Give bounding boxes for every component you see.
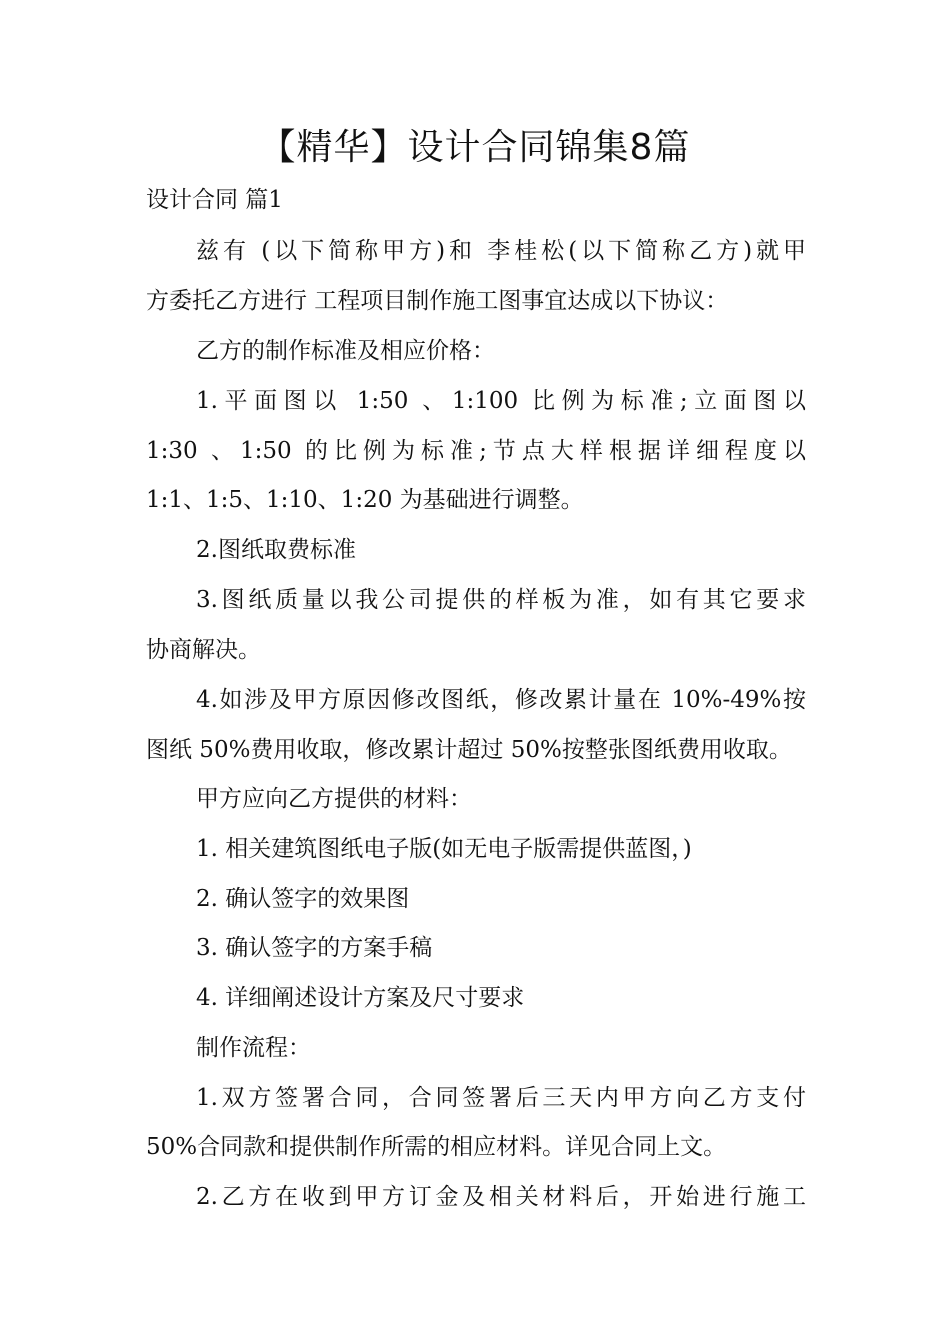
paragraph-line: 制作流程：: [196, 1035, 311, 1061]
paragraph-line: 3.图纸质量以我公司提供的样板为准，如有其它要求: [196, 587, 806, 613]
paragraph-line: 甲方应向乙方提供的材料：: [196, 786, 472, 812]
paragraph-line: 1:30 、1:50 的比例为标准;节点大样根据详细程度以: [146, 438, 806, 464]
paragraph-line: 方委托乙方进行 工程项目制作施工图事宜达成以下协议：: [146, 288, 729, 314]
list-item: 1. 相关建筑图纸电子版(如无电子版需提供蓝图，): [196, 836, 692, 862]
list-item: 4. 详细阐述设计方案及尺寸要求: [196, 985, 525, 1011]
paragraph-line: 1.平面图以 1:50 、1:100 比例为标准;立面图以: [196, 388, 806, 414]
paragraph-line: 50%合同款和提供制作所需的相应材料。详见合同上文。: [146, 1134, 727, 1160]
paragraph-line: 乙方的制作标准及相应价格：: [196, 338, 495, 364]
document-title: 【精华】设计合同锦集8篇: [259, 127, 691, 168]
list-item: 2. 确认签字的效果图: [196, 886, 410, 912]
paragraph-line: 协商解决。: [146, 637, 261, 663]
paragraph-line: 1:1、1:5、1:10、1:20 为基础进行调整。: [146, 487, 584, 513]
paragraph-line: 图纸 50%费用收取，修改累计超过 50%按整张图纸费用收取。: [146, 737, 792, 763]
paragraph-line: 1.双方签署合同，合同签署后三天内甲方向乙方支付: [196, 1085, 806, 1111]
paragraph-line: 4.如涉及甲方原因修改图纸，修改累计量在 10%-49%按: [196, 687, 806, 713]
paragraph-line: 2.乙方在收到甲方订金及相关材料后，开始进行施工: [196, 1184, 806, 1210]
list-item: 3. 确认签字的方案手稿: [196, 935, 433, 961]
paragraph-line: 兹有 (以下简称甲方)和 李桂松(以下简称乙方)就甲: [196, 238, 806, 264]
paragraph-line: 2.图纸取费标准: [196, 537, 356, 563]
section-heading: 设计合同 篇1: [146, 187, 283, 213]
